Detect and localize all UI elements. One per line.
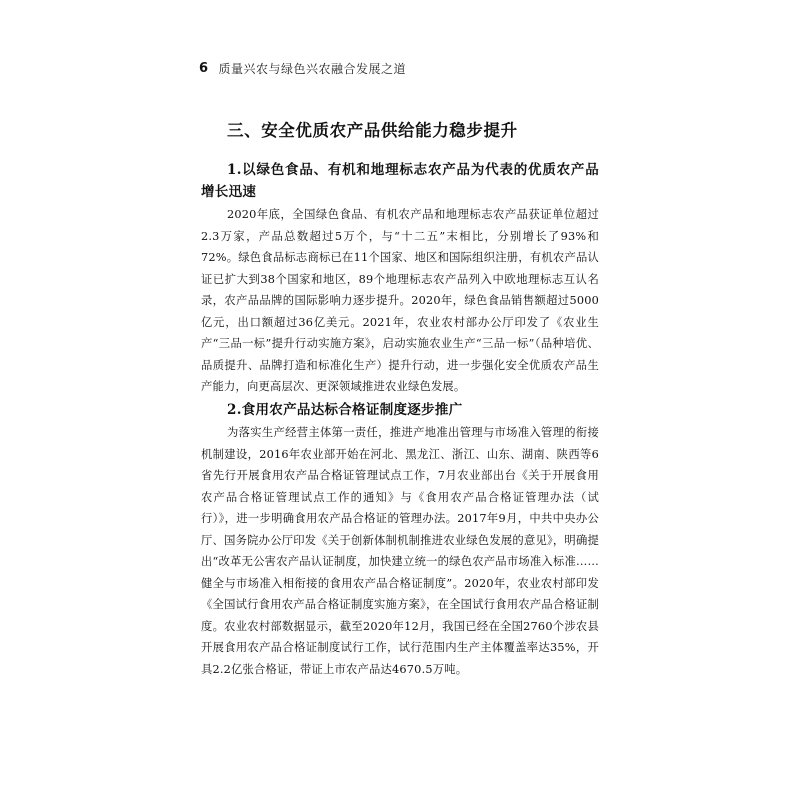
section-title: 三、安全优质农产品供给能力稳步提升 [227, 121, 518, 140]
body-paragraph: 为落实生产经营主体第一责任，推进产地准出管理与市场准入管理的衔接机制建设，2016年农业部开始在河北、黑龙江、浙江、山东、湖南、陕西等6省先行开展食用农产品合格证管理试点工作，7月农业部出台《关于开展食用农产品合格证管理试点工作的通知》与《食用农产品合格证管理办法（试行）》，进一步明确食用农产品合格证的管理办法。2017年9月，中共中央办公厅、国务院办公厅印发《关于创新体制机制推进农业绿色发展的意见》，明确提出“改革无公害农产品认证制度，加快建立统一的绿色农产品市场准入标准……健全与市场准入相衔接的食用农产品合格证制度”。2020年，农业农村部印发《全国试行食用农产品合格证制度实施方案》，在全国试行食用农产品合格证制度。农业农村部数据显示，截至2020年12月，我国已经在全国2760个涉农县开展食用农产品合格证制度试行工作，试行范围内生产主体覆盖率达35%，开具2.2亿张合格证，带证上市农产品达4670.5万吨。 [201, 426, 599, 676]
subsection-heading: 2.食用农产品达标合格证制度逐步推广 [227, 401, 463, 418]
subsection-heading: 1.以绿色食品、有机和地理标志农产品为代表的优质农产品增长迅速 [201, 162, 599, 200]
page-number: 6 [199, 60, 209, 76]
page-content [201, 118, 599, 680]
body-paragraph: 2020年底，全国绿色食品、有机农产品和地理标志农产品获证单位超过2.3万家，产品总数超过5万个，与“十二五”末相比，分别增长了93%和72%。绿色食品标志商标已在11个国家、地区和国际组织注册，有机农产品认证已扩大到38个国家和地区，89个地理标志农产品列入中欧地理标志互认名录，农产品品牌的国际影响力逐步提升。2020年，绿色食品销售额超过5000亿元，出口额超过36亿美元。2021年，农业农村部办公厅印发了《农业生产“三品一标”提升行动实施方案》，启动实施农业生产“三品一标”（品种培优、品质提升、品牌打造和标准化生产）提升行动，进一步强化安全优质农产品生产能力，向更高层次、更深领域推进农业绿色发展。 [201, 208, 599, 393]
running-header [199, 58, 406, 78]
book-title: 质量兴农与绿色兴农融合发展之道 [218, 61, 407, 76]
